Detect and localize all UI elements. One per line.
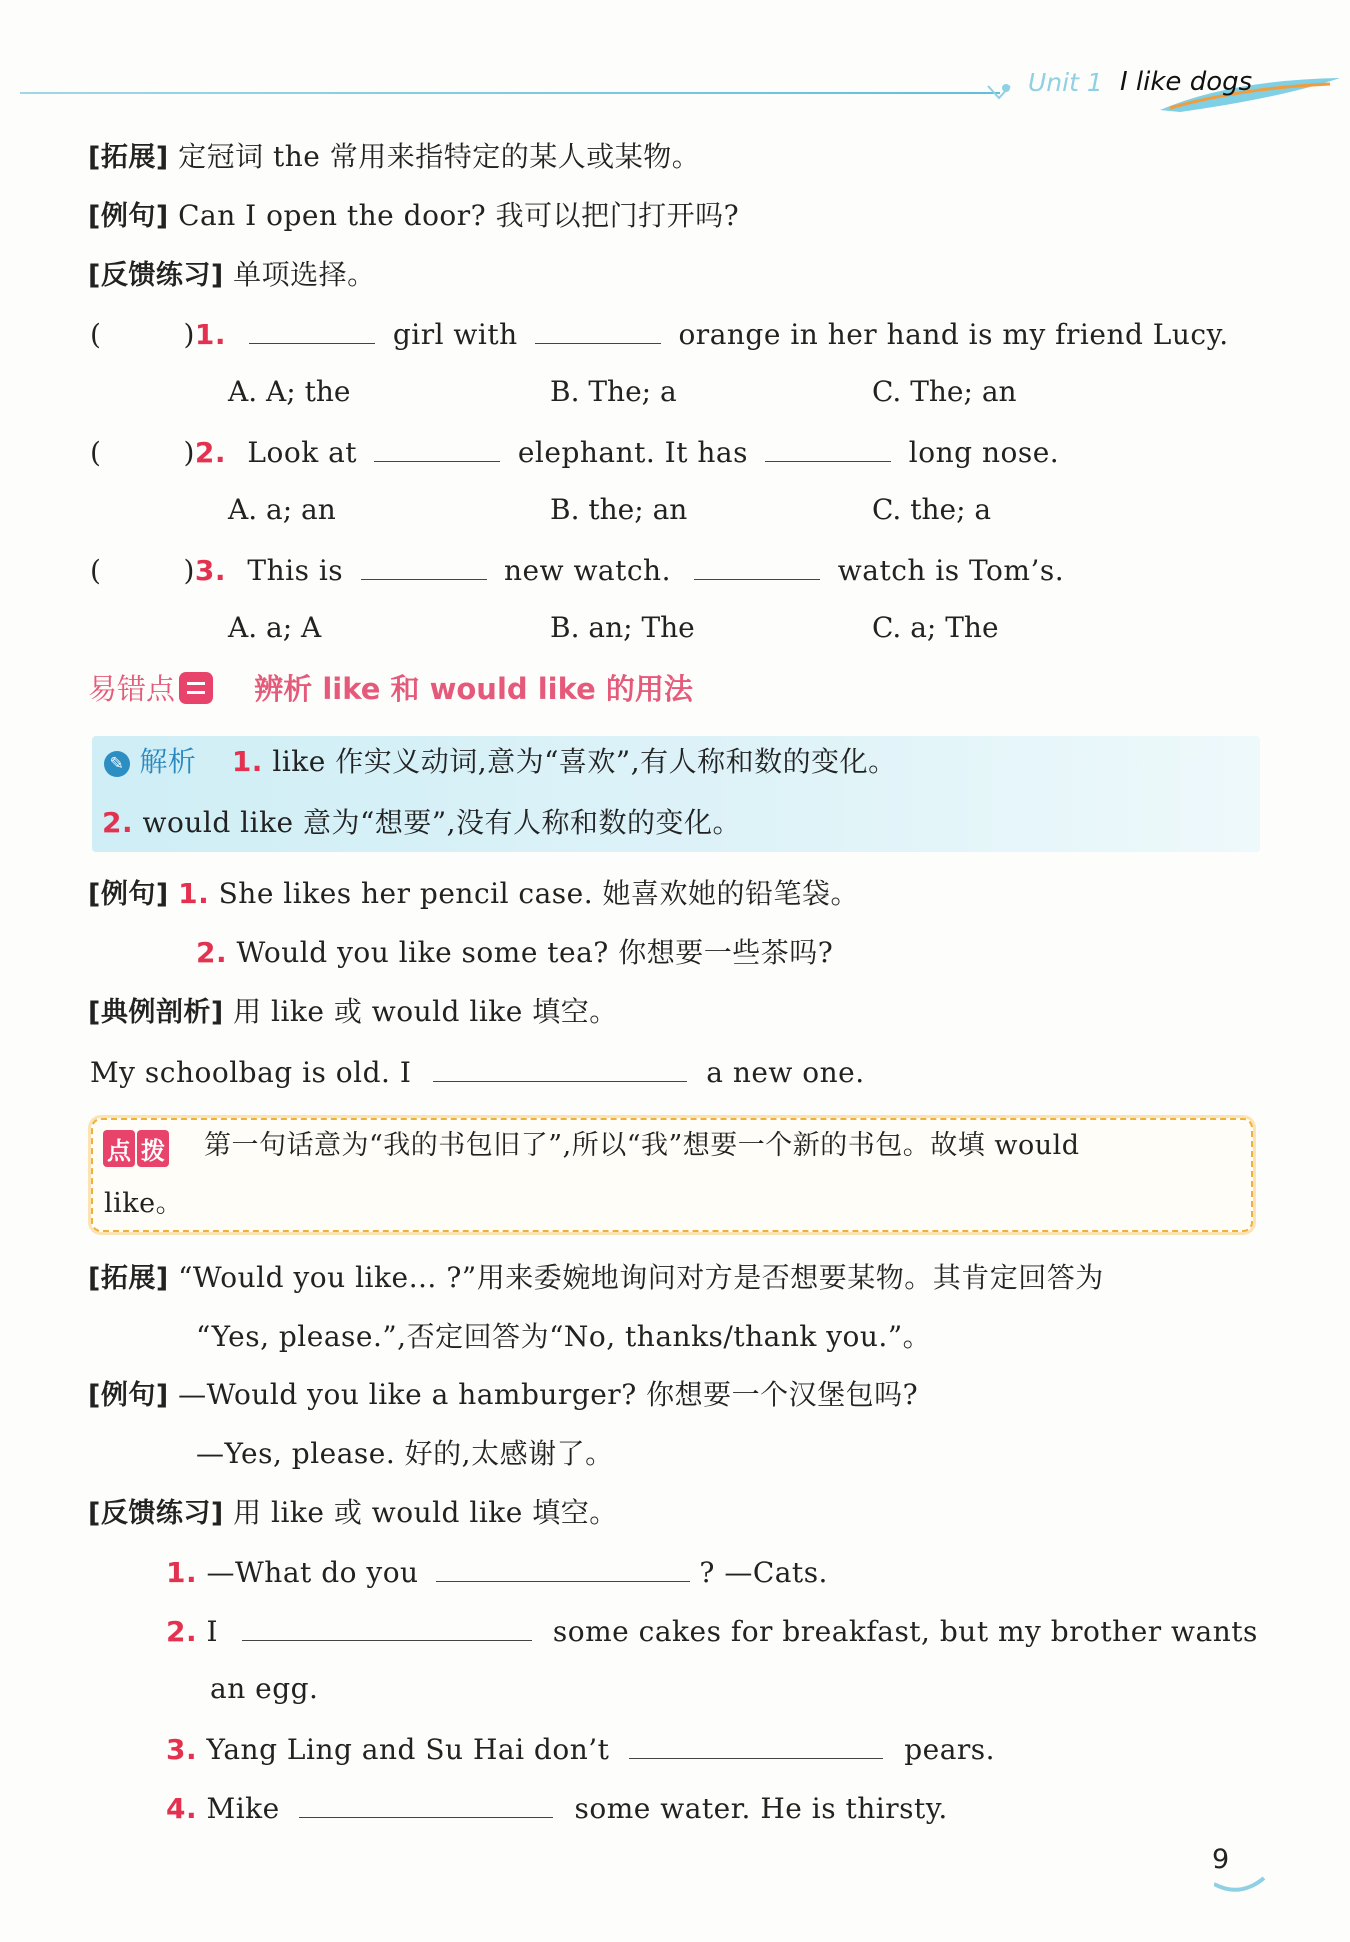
question-text: My schoolbag is old. I (90, 1056, 412, 1089)
blank[interactable] (374, 431, 500, 462)
question-text: —What do you (206, 1556, 419, 1589)
question-number: 1. (166, 1556, 198, 1589)
section-label: 易错点 (88, 672, 176, 706)
analysis-text: would like 意为“想要”,没有人称和数的变化。 (142, 806, 742, 839)
question-number: 2. (194, 436, 226, 469)
option-b[interactable]: B. an; The (550, 611, 695, 644)
point-number: 2. (102, 806, 134, 839)
feedback-line (88, 255, 376, 296)
question-text: elephant. It has (517, 436, 748, 469)
extension-text: 定冠词 the 常用来指特定的某人或某物。 (178, 140, 701, 173)
mc-question-2 (90, 431, 1059, 473)
answer-paren-close: ) (183, 318, 195, 351)
typical-question (90, 1051, 865, 1093)
extension-tag: [拓展] (88, 142, 169, 173)
fill-item-2-continued: an egg. (210, 1672, 319, 1705)
analysis-text: like 作实义动词,意为“喜欢”,有人称和数的变化。 (272, 745, 897, 778)
example-tag: [例句] (88, 1380, 169, 1411)
question-text: I (206, 1615, 219, 1648)
point-number: 2. (196, 936, 228, 969)
feedback-text: 单项选择。 (233, 258, 376, 291)
question-number: 4. (166, 1792, 198, 1825)
header-rule (20, 92, 1000, 94)
feedback-tag: [反馈练习] (88, 1498, 224, 1529)
option-c[interactable]: C. The; an (872, 375, 1017, 408)
mc-question-3 (90, 549, 1064, 591)
question-text: ? —Cats. (699, 1556, 828, 1589)
question-text: Mike (206, 1792, 280, 1825)
question-text: pears. (904, 1733, 996, 1766)
question-text: orange in her hand is my friend Lucy. (678, 318, 1229, 351)
feedback-tag: [反馈练习] (88, 260, 224, 291)
extension-text: “Would you like… ?”用来委婉地询问对方是否想要某物。其肯定回答为 (178, 1261, 1104, 1294)
section-heading (88, 667, 693, 708)
question-text: long nose. (908, 436, 1060, 469)
unit-label: Unit 1 (1028, 68, 1103, 97)
pencil-icon: ✎ (104, 751, 130, 777)
blank[interactable] (629, 1728, 883, 1759)
feedback-2-line (88, 1493, 618, 1534)
typical-text: 用 like 或 would like 填空。 (233, 995, 618, 1028)
question-text: some water. He is thirsty. (574, 1792, 948, 1825)
tip-badge-char: 点 (103, 1130, 135, 1167)
question-text: Look at (247, 436, 358, 469)
example-text: Would you like some tea? 你想要一些茶吗? (236, 936, 834, 969)
blank[interactable] (242, 1610, 532, 1641)
blank[interactable] (436, 1551, 690, 1582)
option-a[interactable]: A. a; A (228, 611, 322, 644)
blank[interactable] (765, 431, 891, 462)
typical-example-line (88, 992, 618, 1033)
mc-question-1 (90, 313, 1229, 355)
fill-item-2 (166, 1610, 1258, 1652)
option-a[interactable]: A. A; the (228, 375, 351, 408)
extension-2-line-1 (88, 1258, 1104, 1299)
fill-item-3 (166, 1728, 995, 1770)
option-a[interactable]: A. a; an (228, 493, 336, 526)
blank[interactable] (694, 549, 820, 580)
option-b[interactable]: B. the; an (550, 493, 688, 526)
question-number: 2. (166, 1615, 198, 1648)
answer-paren-close: ) (183, 436, 195, 469)
extension-tag: [拓展] (88, 1263, 169, 1294)
analysis-line-2 (102, 803, 741, 843)
example-tag: [例句] (88, 879, 169, 910)
unit-title: I like dogs (1120, 67, 1253, 97)
example-text: She likes her pencil case. 她喜欢她的铅笔袋。 (218, 877, 860, 910)
question-text: girl with (392, 318, 518, 351)
tip-badge (103, 1130, 171, 1167)
typical-tag: [典例剖析] (88, 997, 224, 1028)
example-line (88, 196, 739, 237)
answer-paren-open: ( (90, 318, 102, 351)
section-title: 辨析 like 和 would like 的用法 (254, 672, 693, 706)
tip-badge-char: 拨 (137, 1130, 169, 1167)
option-c[interactable]: C. the; a (872, 493, 992, 526)
blank[interactable] (535, 313, 661, 344)
point-number: 1. (231, 745, 263, 778)
fill-item-1 (166, 1551, 828, 1593)
point-number: 1. (178, 877, 210, 910)
example-3-line-2: —Yes, please. 好的,太感谢了。 (196, 1437, 614, 1470)
blank[interactable] (433, 1051, 687, 1082)
example-tag: [例句] (88, 201, 169, 232)
blank[interactable] (361, 549, 487, 580)
section-number-badge-icon (179, 672, 213, 704)
question-text: This is (247, 554, 344, 587)
analysis-label: 解析 (139, 745, 197, 778)
fill-item-4 (166, 1787, 948, 1829)
extension-2-line-2: “Yes, please.”,否定回答为“No, thanks/thank you.”。 (196, 1320, 932, 1353)
tip-line-2: like。 (104, 1188, 184, 1219)
question-text: a new one. (706, 1056, 865, 1089)
page-number: 9 (1212, 1844, 1230, 1875)
blank[interactable] (299, 1787, 553, 1818)
extension-line (88, 137, 700, 178)
answer-paren-open: ( (90, 554, 102, 587)
feedback-text: 用 like 或 would like 填空。 (233, 1496, 618, 1529)
tip-line-1: 第一句话意为“我的书包旧了”,所以“我”想要一个新的书包。故填 would (204, 1130, 1080, 1161)
question-text: Yang Ling and Su Hai don’t (206, 1733, 610, 1766)
header-dot-icon (984, 80, 1014, 110)
answer-paren-close: ) (183, 554, 195, 587)
blank[interactable] (249, 313, 375, 344)
question-text: watch is Tom’s. (837, 554, 1065, 587)
question-number: 3. (194, 554, 226, 587)
analysis-line-1 (104, 742, 897, 782)
question-number: 1. (194, 318, 226, 351)
question-text: some cakes for breakfast, but my brother wants (552, 1615, 1258, 1648)
option-b[interactable]: B. The; a (550, 375, 677, 408)
option-c[interactable]: C. a; The (872, 611, 999, 644)
question-number: 3. (166, 1733, 198, 1766)
example-2-line-1 (88, 874, 859, 915)
answer-paren-open: ( (90, 436, 102, 469)
example-text: —Would you like a hamburger? 你想要一个汉堡包吗? (178, 1378, 919, 1411)
page-wave-icon (1214, 1876, 1266, 1898)
example-3-line-1 (88, 1375, 918, 1416)
question-text: new watch. (503, 554, 671, 587)
example-2-line-2 (196, 933, 833, 973)
example-text: Can I open the door? 我可以把门打开吗? (178, 199, 740, 232)
